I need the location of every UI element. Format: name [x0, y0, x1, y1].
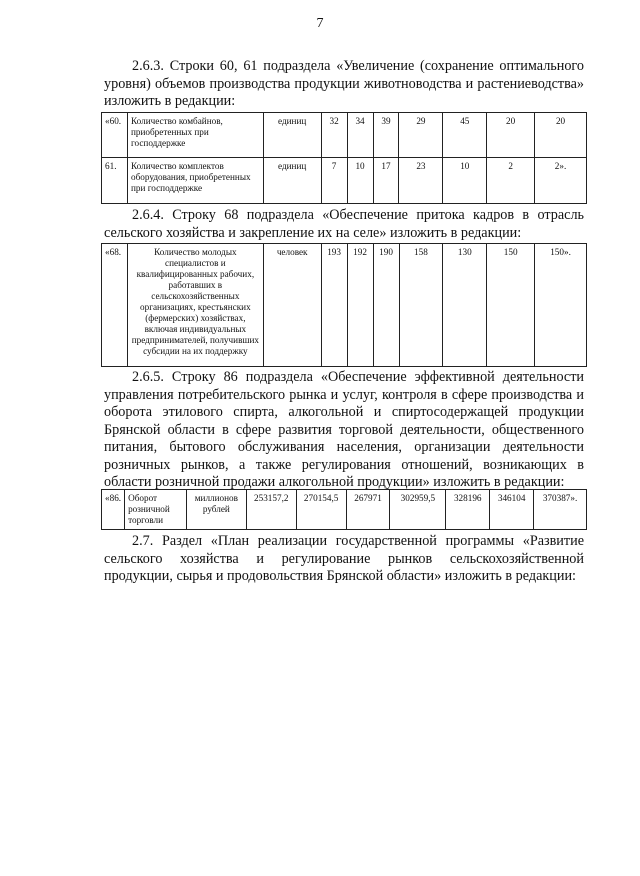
- row-unit: единиц: [263, 113, 321, 158]
- value-cell: 253157,2: [246, 490, 296, 530]
- row-number: «68.: [102, 244, 128, 367]
- value-cell: 328196: [446, 490, 490, 530]
- row-name: Количество комбайнов, приобретенных при господдержке: [127, 113, 263, 158]
- paragraph-2-6-3: 2.6.3. Строки 60, 61 подраздела «Увеличение (сохранение оптимального уровня) объемов производства продукции животноводства и растениеводства» изложить в редакции:: [104, 58, 584, 109]
- table-rows-60-61: [101, 112, 587, 204]
- paragraph-2-6-5: 2.6.5. Строку 86 подраздела «Обеспечение эффективной деятельности управления потребительского рынка и услуг, контроля в сфере производства и оборота этилового спирта, алкогольной и спиртосодержащей продукции Брянской области в сфере развития торговой деятельности, общественного питания, бытового обслуживания населения, организации деятельности розничных рынков, а также регулирования отношений, возникающих в области розничной продажи алкогольной продукции» изложить в редакции:: [104, 369, 584, 490]
- row-unit: человек: [263, 244, 321, 367]
- value-cell: 270154,5: [296, 490, 346, 530]
- row-number: «86.: [102, 490, 125, 530]
- value-cell: 32: [321, 113, 347, 158]
- paragraph-2-7: 2.7. Раздел «План реализации государственной программы «Развитие сельского хозяйства и регулирование рынков сельскохозяйственной продукции, сырья и продовольствия Брянской области» изложить в редакции:: [104, 533, 584, 584]
- value-cell: 190: [373, 244, 399, 367]
- row-unit: миллионов рублей: [186, 490, 246, 530]
- value-cell: 10: [347, 158, 373, 204]
- value-cell: 29: [399, 113, 443, 158]
- row-number: 61.: [102, 158, 128, 204]
- row-unit: единиц: [263, 158, 321, 204]
- value-cell: 2».: [535, 158, 587, 204]
- value-cell: 10: [443, 158, 487, 204]
- row-name: Оборот розничной торговли: [125, 490, 187, 530]
- paragraph-2-6-4: 2.6.4. Строку 68 подраздела «Обеспечение притока кадров в отрасль сельского хозяйства и закрепление их на селе» изложить в редакции:: [104, 207, 584, 241]
- table-row-68: [101, 243, 587, 367]
- table-row: [102, 158, 587, 204]
- row-name: Количество молодых специалистов и квалифицированных рабочих, работавших в сельскохозяйственных организациях, крестьянских (фермерских) хозяйствах, включая индивидуальных предпринимателей, получивших субсидии на их поддержку: [127, 244, 263, 367]
- value-cell: 150: [487, 244, 535, 367]
- table-row: [102, 490, 587, 530]
- row-number: «60.: [102, 113, 128, 158]
- value-cell: 39: [373, 113, 399, 158]
- value-cell: 34: [347, 113, 373, 158]
- value-cell: 193: [321, 244, 347, 367]
- table-row: [102, 113, 587, 158]
- value-cell: 20: [535, 113, 587, 158]
- value-cell: 302959,5: [390, 490, 446, 530]
- value-cell: 192: [347, 244, 373, 367]
- value-cell: 7: [321, 158, 347, 204]
- page-number: 7: [316, 16, 324, 31]
- value-cell: 267971: [346, 490, 390, 530]
- value-cell: 370387».: [534, 490, 587, 530]
- table-row: [102, 244, 587, 367]
- table-row-86: [101, 489, 587, 530]
- value-cell: 20: [487, 113, 535, 158]
- value-cell: 150».: [535, 244, 587, 367]
- value-cell: 2: [487, 158, 535, 204]
- value-cell: 130: [443, 244, 487, 367]
- value-cell: 158: [399, 244, 443, 367]
- row-name: Количество комплектов оборудования, приобретенных при господдержке: [127, 158, 263, 204]
- value-cell: 346104: [490, 490, 534, 530]
- value-cell: 45: [443, 113, 487, 158]
- value-cell: 23: [399, 158, 443, 204]
- value-cell: 17: [373, 158, 399, 204]
